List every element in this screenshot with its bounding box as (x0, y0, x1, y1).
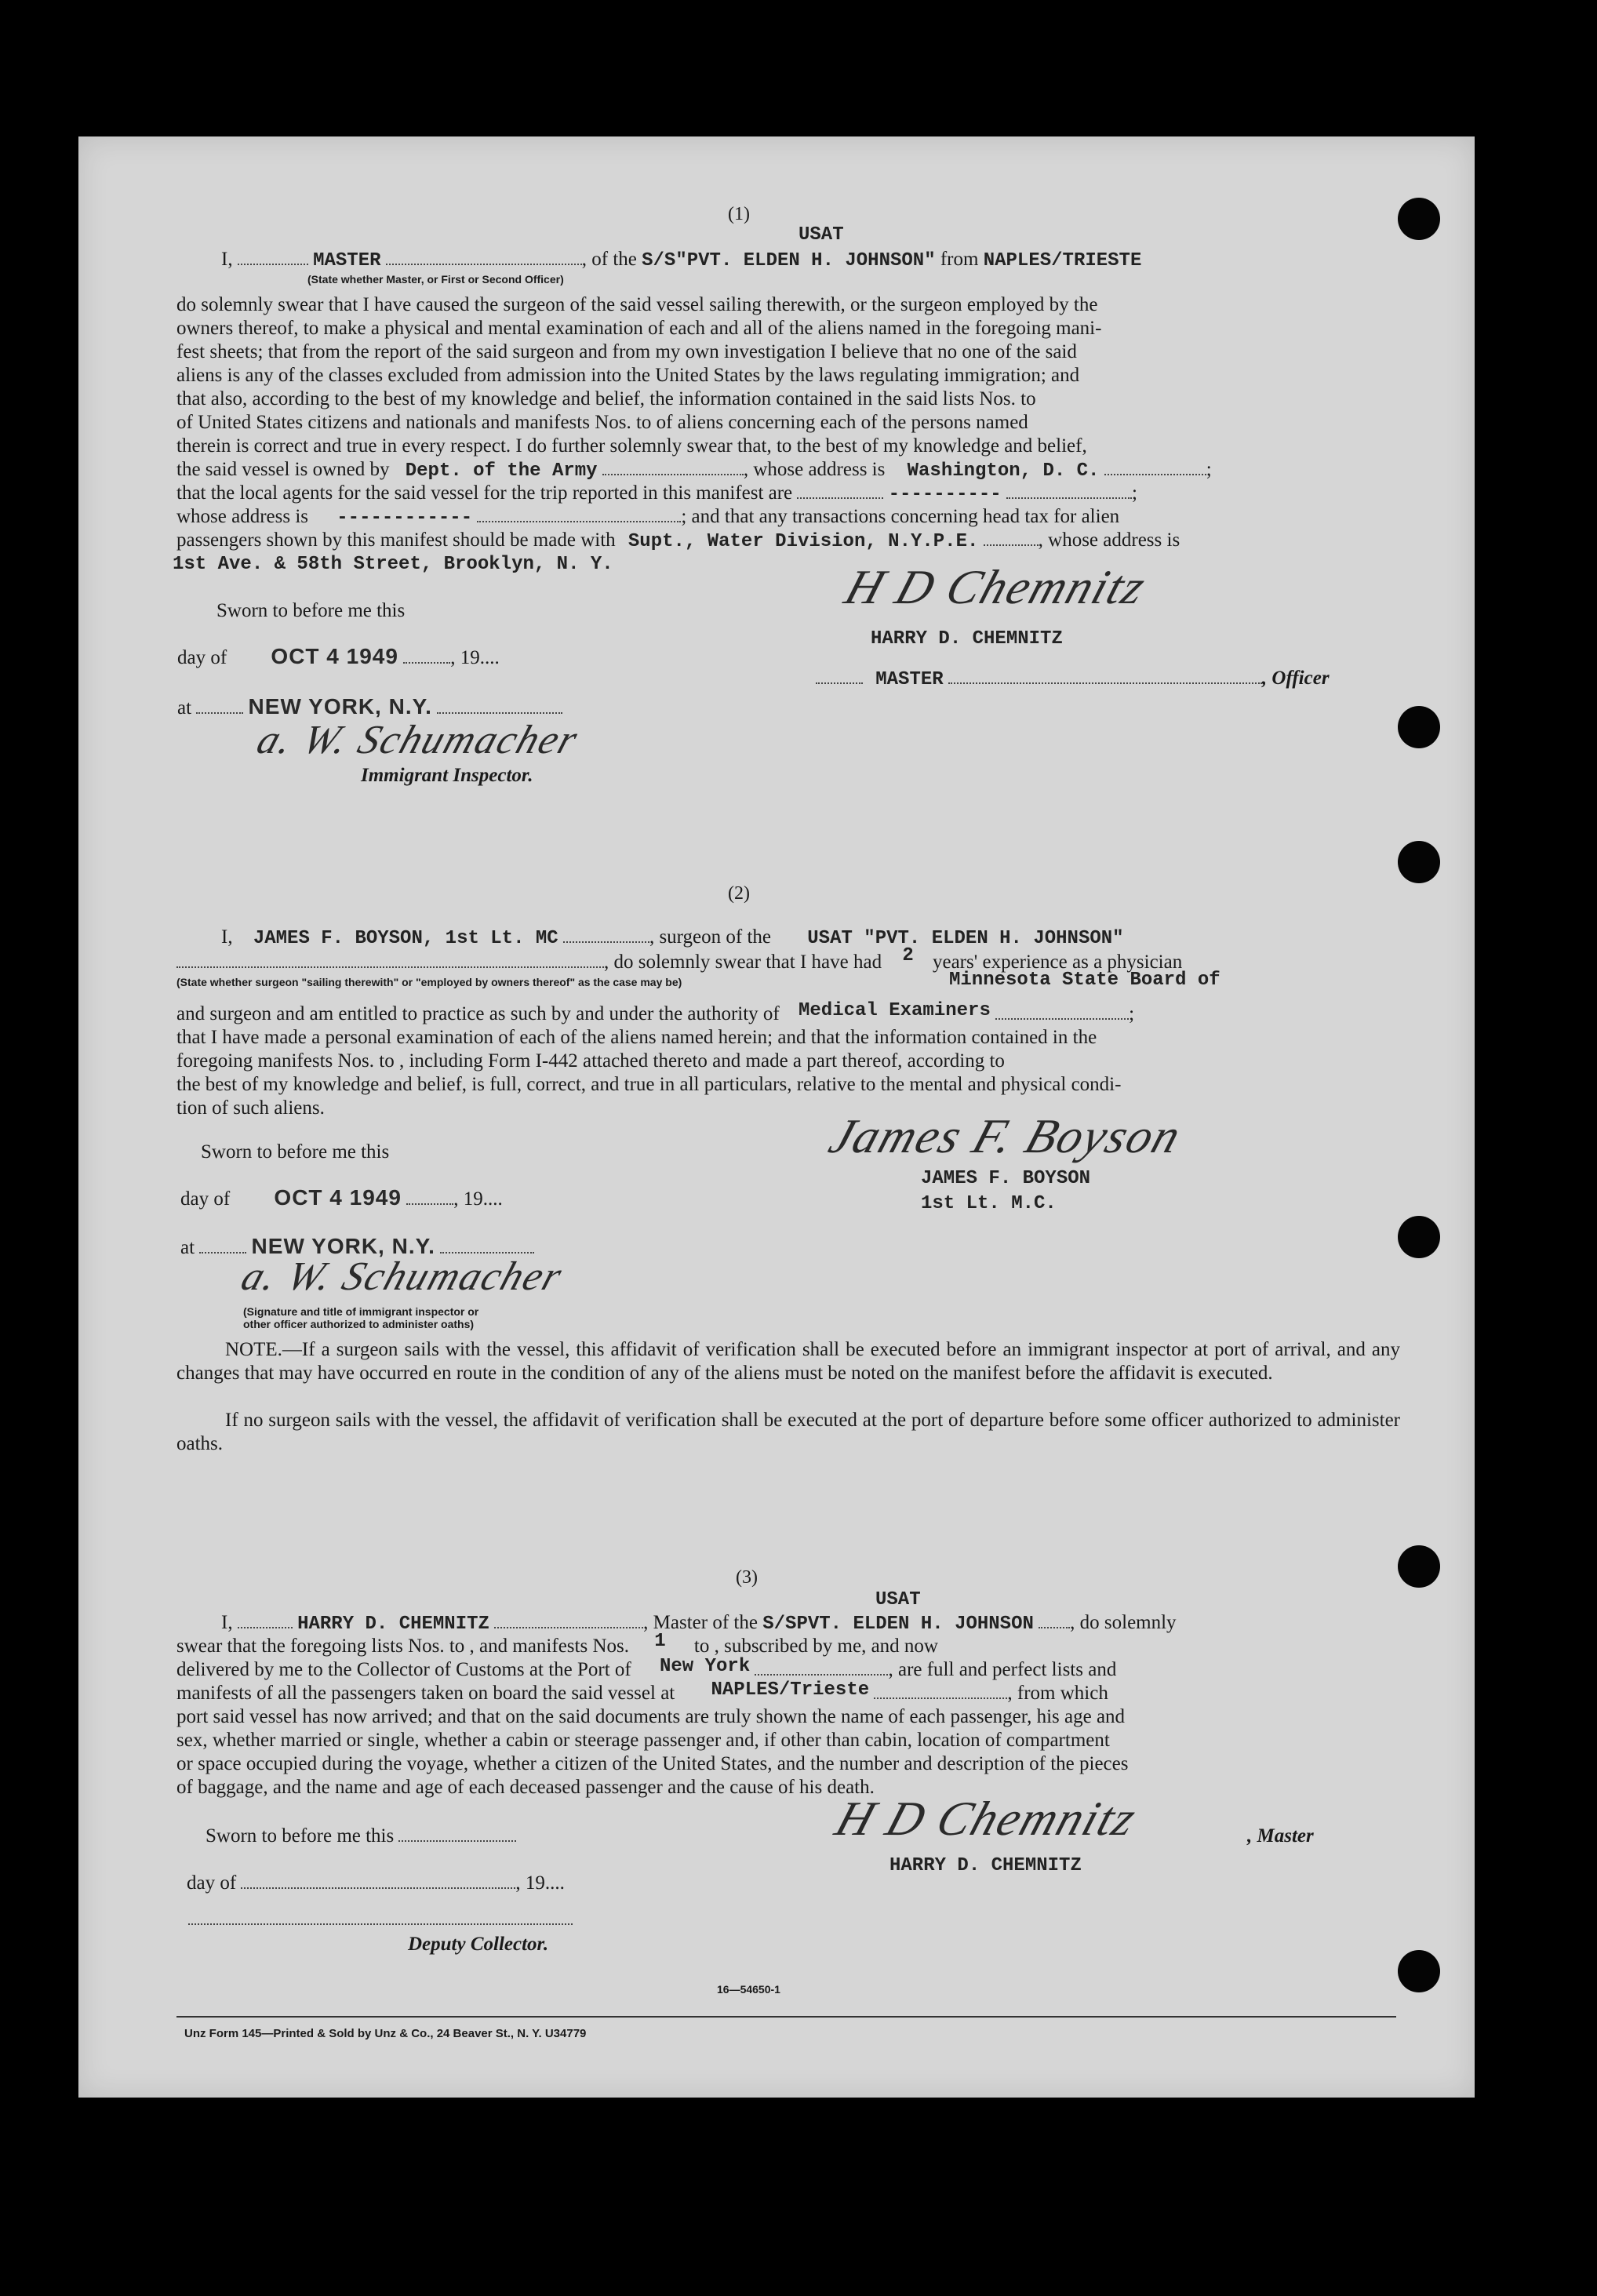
punch-hole (1398, 198, 1440, 240)
collector-label: delivered by me to the Collector of Customs at the Port of (176, 1659, 631, 1680)
authority-value-2: Medical Examiners (798, 1000, 991, 1021)
punch-hole (1398, 1216, 1440, 1258)
sec2-note-2: If no surgeon sails with the vessel, the affidavit of verification shall be executed at the port of departure before some officer authorized to administer oaths. (176, 1410, 1400, 1454)
authority-label: and surgeon and am entitled to practice as such by and under the authority of (176, 1003, 780, 1024)
sec1-sworn: Sworn to before me this (216, 600, 406, 621)
year-label: , 19 (453, 1188, 483, 1210)
sec3-body-line: or space occupied during the voyage, whether a citizen of the United States, and the number and description of the pieces (176, 1753, 1129, 1774)
perfect-lists-label: , are full and perfect lists and (888, 1659, 1117, 1680)
sec2-surgeon-rank: 1st Lt. M.C. (921, 1193, 1057, 1214)
agents-label: that the local agents for the said vessel for the trip reported in this manifest are (176, 482, 793, 504)
sec3-master-signature: H D Chemnitz (829, 1792, 1144, 1846)
sec3-body-line: sex, whether married or single, whether a cabin or steerage passenger and, if other than cabin, location of compartment (176, 1730, 1110, 1751)
section-3-number: (3) (736, 1567, 758, 1588)
sec3-i: I, (221, 1612, 238, 1633)
experience-label: , do solemnly swear that I have had (604, 952, 882, 973)
year-label: , 19 (450, 647, 480, 668)
manifest-page (78, 136, 1475, 2098)
sec2-i: I, (221, 926, 238, 948)
sec2-note: (State whether surgeon "sailing therewith" or "employed by owners thereof" as the case may be) (176, 976, 682, 988)
sec1-master-field: MASTER (313, 250, 381, 271)
punch-hole (1398, 1545, 1440, 1588)
sec1-body-line: of United States citizens and nationals and manifests Nos. to of aliens concerning each of the persons named (176, 412, 1028, 433)
sec1-vessel: "PVT. ELDEN H. JOHNSON" (675, 250, 936, 271)
sec1-body-line: that also, according to the best of my knowledge and belief, the information contained in the said lists Nos. to (176, 388, 1036, 409)
sec1-passengers-line (176, 529, 1180, 554)
surgeon-of-label: , surgeon of the (649, 926, 772, 948)
sec3-day-line: day of , 19.... (187, 1872, 565, 1894)
sec1-officer-line (816, 667, 1330, 692)
master-of-label: , Master of the (643, 1612, 758, 1633)
headtax-address: 1st Ave. & 58th Street, Brooklyn, N. Y. (173, 554, 613, 575)
sec3-body (176, 1705, 1400, 1799)
sec3-line2 (176, 1631, 938, 1660)
deputy-collector-label: Deputy Collector. (408, 1934, 549, 1955)
sec1-date-stamp: OCT 4 1949 (271, 644, 398, 668)
sec2-sworn: Sworn to before me this (201, 1141, 390, 1163)
day-of-label: day of (180, 1188, 231, 1210)
sec2-inspector-signature: a. W. Schumacher (235, 1254, 569, 1299)
sec1-owner-line: the said vessel is owned by Dept. of the Army , whose address is Washington, D. C. ; (176, 459, 1212, 482)
agents-address-label: whose address is (176, 506, 309, 527)
sec2-surgeon-name: JAMES F. BOYSON (921, 1168, 1091, 1189)
sec1-body-line: do solemnly swear that I have caused the surgeon of the said vessel sailing therewith, or the surgeon employed by the (176, 294, 1098, 315)
sec2-day-line: day of OCT 4 1949 , 19.... (180, 1185, 503, 1210)
sec1-body-line: owners thereof, to make a physical and mental examination of each and all of the aliens named in the foregoing mani- (176, 318, 1102, 339)
sec1-body (176, 293, 1400, 458)
printer-line: Unz Form 145—Printed & Sold by Unz & Co., 24 Beaver St., N. Y. U34779 (184, 2027, 587, 2040)
sec3-sworn: Sworn to before me this (206, 1825, 395, 1847)
sec1-i: I, (221, 249, 238, 270)
sec3-line3 (176, 1658, 1116, 1683)
surgeon-name: JAMES F. BOYSON, 1st Lt. MC (253, 928, 558, 949)
sec1-line1 (221, 248, 1141, 273)
passengers-label: passengers shown by this manifest should be made with (176, 529, 616, 551)
form-code: 16—54650-1 (717, 1983, 780, 1996)
sec1-inspector-signature: a. W. Schumacher (251, 718, 584, 762)
sec3-vessel: PVT. ELDEN H. JOHNSON (796, 1614, 1034, 1635)
sec2-date-stamp: OCT 4 1949 (274, 1185, 402, 1210)
sec1-from-port: NAPLES/TRIESTE (983, 250, 1142, 271)
sec3-sworn-line (206, 1825, 516, 1848)
punch-hole (1398, 706, 1440, 748)
headtax-label: ; and that any transactions concerning head tax for alien (681, 506, 1120, 527)
sec1-usat: USAT (798, 224, 844, 246)
sec1-of: , of the (581, 249, 642, 270)
sec2-body-line: that I have made a personal examination of each of the aliens named herein; and that the information contained in the (176, 1027, 1097, 1048)
sec1-place-stamp: NEW YORK, N.Y. (248, 694, 432, 719)
sec2-note-1: NOTE.—If a surgeon sails with the vessel, this affidavit of verification shall be executed before an immigrant inspector at port of arrival, and any changes that may have occurred en route in the condition of any of the aliens must be noted on the manifest before the affidavit is executed. (176, 1339, 1400, 1384)
sec3-port: New York (660, 1656, 751, 1677)
whose-address-label: , whose address is (743, 459, 886, 480)
subscribed-label: to , subscribed by me, and now (693, 1636, 938, 1657)
punch-hole (1398, 841, 1440, 883)
at-label: at (177, 697, 192, 719)
sec3-line4 (176, 1679, 1108, 1707)
sec1-master-note: (State whether Master, or First or Second Officer) (307, 273, 564, 286)
day-of-label: day of (187, 1872, 237, 1894)
sec2-line1 (221, 926, 1124, 951)
sec1-body-line: therein is correct and true in every respect. I do further solemnly swear that, to the best of my knowledge and belief, (176, 435, 1087, 457)
owner-address: Washington, D. C. (907, 460, 1100, 482)
authority-value-1: Minnesota State Board of (949, 970, 1220, 991)
day-of-label: day of (177, 647, 227, 668)
manifest-from: 1 (654, 1631, 666, 1652)
contact-address-label: , whose address is (1038, 529, 1180, 551)
sec1-body-line: fest sheets; that from the report of the said surgeon and from my own investigation I believe that no one of the said (176, 341, 1077, 362)
sec1-master-title: MASTER (875, 669, 944, 690)
sec1-inspector-title: Immigrant Inspector. (361, 765, 533, 786)
sec3-line1 (221, 1611, 1177, 1636)
headtax-contact: Supt., Water Division, N.Y.P.E. (628, 531, 979, 552)
sec3-usat: USAT (875, 1589, 921, 1610)
sec2-body-line: the best of my knowledge and belief, is full, correct, and true in all particulars, relative to the mental and physical condi- (176, 1074, 1122, 1095)
deputy-signature-line (188, 1923, 573, 1925)
officer-label: , Officer (1261, 668, 1330, 689)
sec1-ss: S/S (642, 250, 676, 271)
sec3-master-name: HARRY D. CHEMNITZ (889, 1855, 1082, 1876)
sec3-master-label: , Master (1247, 1825, 1314, 1847)
sec2-body-line: foregoing manifests Nos. to , including Form I-442 attached thereto and made a part thereof, according to (176, 1050, 1005, 1072)
sec2-body (176, 1026, 1400, 1120)
year-label: , 19 (515, 1872, 545, 1894)
sec2-place-stamp: NEW YORK, N.Y. (251, 1234, 435, 1258)
sec2-surgeon-signature: James F. Boyson (823, 1110, 1189, 1163)
sec1-body-line: aliens is any of the classes excluded from admission into the United States by the laws regulating immigration; and (176, 365, 1080, 386)
sec1-day-line: day of OCT 4 1949 , 19.... (177, 644, 500, 668)
sec2-body-line: tion of such aliens. (176, 1097, 325, 1119)
section-2-number: (2) (728, 883, 750, 904)
agents-address: ------------ (336, 508, 473, 529)
sec2-inspector-note: (Signature and title of immigrant inspector or other officer authorized to administer oaths) (243, 1305, 479, 1330)
sec1-master-name: HARRY D. CHEMNITZ (871, 628, 1063, 650)
footer-divider (176, 2016, 1396, 2018)
years-experience: 2 (902, 945, 914, 966)
sec3-body-line: port said vessel has now arrived; and that on the said documents are truly shown the name of each passenger, his age and (176, 1706, 1126, 1727)
years-label: years' experience as a physician (932, 952, 1183, 973)
lists-label: swear that the foregoing lists Nos. to , and manifests Nos. (176, 1636, 629, 1657)
punch-hole (1398, 1950, 1440, 1992)
sec3-name: HARRY D. CHEMNITZ (297, 1614, 489, 1635)
taken-on-board-label: manifests of all the passengers taken on board the said vessel at (176, 1683, 675, 1704)
sec1-agents-address-line (176, 505, 1119, 530)
agents-value: ---------- (888, 484, 1002, 505)
at-label: at (180, 1237, 195, 1258)
sec2-vessel: USAT "PVT. ELDEN H. JOHNSON" (807, 928, 1124, 949)
owner-value: Dept. of the Army (405, 460, 598, 482)
sec3-ss: S/S (762, 1614, 797, 1635)
sec3-body-line: of baggage, and the name and age of each deceased passenger and the cause of his death. (176, 1777, 875, 1798)
from-which-label: , from which (1007, 1683, 1108, 1704)
owned-by-label: the said vessel is owned by (176, 459, 390, 480)
sec1-agents-line: that the local agents for the said vessel for the trip reported in this manifest are ---------- ; (176, 482, 1137, 505)
sec2-authority-line: and surgeon and am entitled to practice as such by and under the authority of Medical Examiners ; (176, 1000, 1135, 1024)
sec1-master-signature: H D Chemnitz (839, 561, 1153, 614)
sec1-from: from (940, 249, 979, 270)
section-1-number: (1) (728, 204, 750, 224)
sec3-board-port: NAPLES/Trieste (711, 1679, 870, 1701)
solemnly-label: , do solemnly (1070, 1612, 1177, 1633)
